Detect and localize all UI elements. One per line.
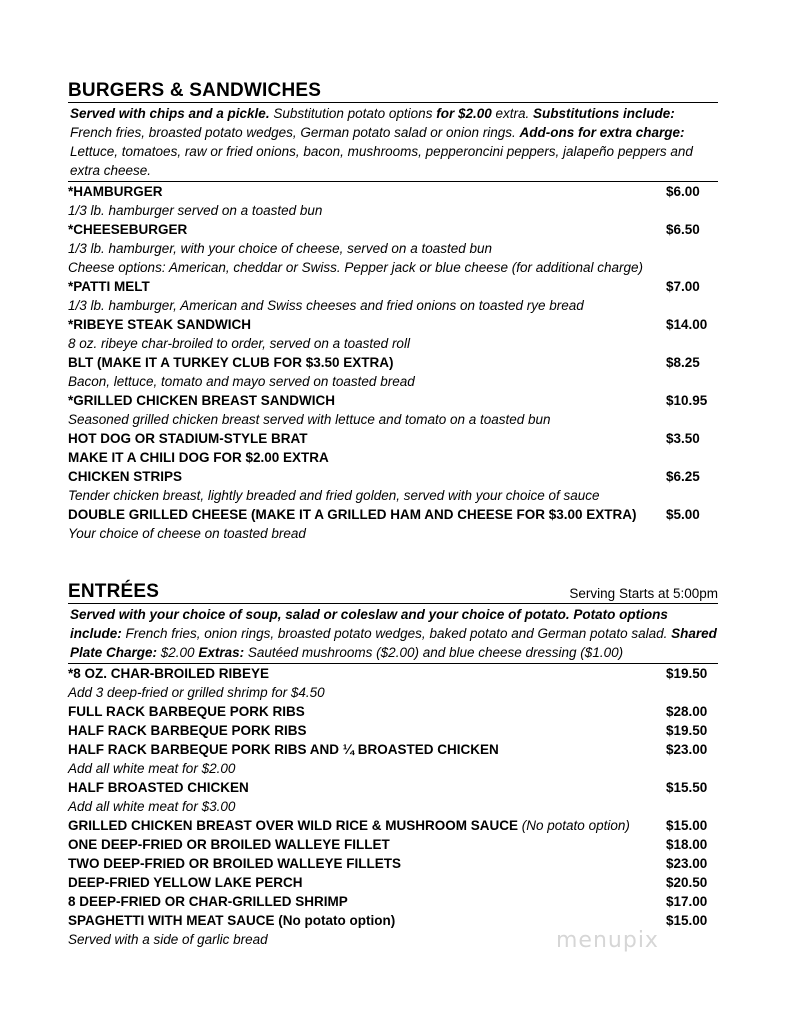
item-name (68, 277, 150, 296)
item-price: $8.25 (666, 355, 700, 370)
menu-item-row (68, 892, 718, 911)
menu-item-row (68, 448, 718, 467)
intro-segment: French fries, onion rings, broasted potato wedges, baked potato and German potato salad. (121, 626, 672, 641)
menu-item-row (68, 740, 718, 759)
item-name (68, 854, 401, 873)
item-price: $14.00 (666, 317, 708, 332)
item-note: (No potato option) (521, 818, 630, 833)
menu-item-row (68, 854, 718, 873)
item-name-text: *CHEESEBURGER (68, 222, 188, 237)
item-name (68, 721, 307, 740)
entrees-serving-note: Serving Starts at 5:00pm (569, 586, 718, 601)
intro-segment: Add-ons for extra charge: (519, 125, 685, 140)
intro-segment: for $2.00 (436, 106, 492, 121)
item-description: 1/3 lb. hamburger, American and Swiss cheeses and fried onions on toasted rye bread (68, 298, 584, 313)
item-name (68, 835, 390, 854)
intro-segment: Served with your choice of soup, salad or coleslaw and your choice of potato. Potato options include: (70, 607, 668, 641)
item-name-text: *8 OZ. CHAR-BROILED RIBEYE (68, 666, 270, 681)
item-price: $3.50 (666, 431, 700, 446)
item-price: $20.50 (666, 875, 708, 890)
item-name (68, 664, 269, 683)
item-price: $15.00 (666, 913, 708, 928)
item-price: $6.25 (666, 469, 700, 484)
item-price: $6.00 (666, 184, 700, 199)
menu-item-row (68, 391, 718, 410)
item-description: 8 oz. ribeye char-broiled to order, served on a toasted roll (68, 336, 410, 351)
menu-item-row (68, 429, 718, 448)
item-name-text: *GRILLED CHICKEN BREAST SANDWICH (68, 393, 336, 408)
entrees-header (68, 573, 718, 603)
item-name-text: HALF BROASTED CHICKEN (68, 780, 249, 795)
item-name (68, 505, 637, 524)
menu-item-row (68, 873, 718, 892)
burgers-title: BURGERS & SANDWICHES (68, 80, 322, 101)
menu-item-row (68, 220, 718, 239)
intro-segment: Lettuce, tomatoes, raw or fried onions, bacon, mushrooms, pepperoncini peppers, jalapeño peppers and extra cheese. (70, 144, 693, 178)
item-price: $23.00 (666, 742, 708, 757)
item-description: Add 3 deep-fried or grilled shrimp for $4.50 (68, 685, 325, 700)
item-name (68, 467, 182, 486)
item-description: Bacon, lettuce, tomato and mayo served on toasted bread (68, 374, 415, 389)
item-description: Tender chicken breast, lightly breaded and fried golden, served with your choice of sauce (68, 488, 600, 503)
menu-item-row (68, 505, 718, 524)
burgers-item-list (68, 182, 718, 543)
item-name (68, 315, 251, 334)
menu-item-row (68, 277, 718, 296)
item-name-text: HALF RACK BARBEQUE PORK RIBS AND ¼ BROASTED CHICKEN (68, 742, 499, 757)
item-name-text: DEEP-FRIED YELLOW LAKE PERCH (68, 875, 303, 890)
item-name (68, 873, 303, 892)
menu-item-row (68, 664, 718, 683)
intro-segment: $2.00 (157, 645, 199, 660)
item-price: $6.50 (666, 222, 700, 237)
item-name-text: CHICKEN STRIPS (68, 469, 183, 484)
item-name (68, 778, 249, 797)
item-name-text: TWO DEEP-FRIED OR BROILED WALLEYE FILLETS (68, 856, 401, 871)
item-price: $10.95 (666, 393, 708, 408)
item-name (68, 892, 348, 911)
intro-segment: Served with chips and a pickle. (70, 106, 270, 121)
item-name (68, 911, 395, 930)
item-name (68, 816, 630, 835)
item-name (68, 182, 163, 201)
entrees-intro (68, 604, 718, 663)
item-price: $7.00 (666, 279, 700, 294)
intro-segment: Shared Plate Charge: (70, 626, 717, 660)
item-name (68, 353, 394, 372)
item-name-text: *HAMBURGER (68, 184, 163, 199)
burgers-header (68, 72, 718, 102)
item-price: $19.50 (666, 723, 708, 738)
item-name (68, 429, 308, 448)
menu-item-row (68, 467, 718, 486)
entrees-item-list (68, 664, 718, 949)
item-name-text: SPAGHETTI WITH MEAT SAUCE (No potato option) (68, 913, 396, 928)
menu-item-row (68, 721, 718, 740)
menu-item-row (68, 816, 718, 835)
item-name (68, 740, 499, 759)
item-name-text: BLT (MAKE IT A TURKEY CLUB FOR $3.50 EXTRA) (68, 355, 394, 370)
item-name-text: HOT DOG OR STADIUM-STYLE BRAT (68, 431, 308, 446)
item-price: $28.00 (666, 704, 708, 719)
item-name-text: DOUBLE GRILLED CHEESE (MAKE IT A GRILLED HAM AND CHEESE FOR $3.00 EXTRA) (68, 507, 637, 522)
burgers-intro (68, 103, 718, 181)
item-price: $17.00 (666, 894, 708, 909)
item-price: $18.00 (666, 837, 708, 852)
item-price: $15.00 (666, 818, 708, 833)
item-price: $5.00 (666, 507, 700, 522)
item-description: Seasoned grilled chicken breast served with lettuce and tomato on a toasted bun (68, 412, 551, 427)
item-description: Cheese options: American, cheddar or Swiss. Pepper jack or blue cheese (for additional charge) (68, 260, 644, 275)
item-name-text: MAKE IT A CHILI DOG FOR $2.00 EXTRA (68, 450, 329, 465)
item-description: Add all white meat for $2.00 (68, 761, 236, 776)
watermark-logo: menupix (556, 928, 659, 953)
entrees-section (68, 573, 718, 949)
intro-segment: Substitutions include: (533, 106, 675, 121)
menu-item-row (68, 315, 718, 334)
intro-segment: Sautéed mushrooms ($2.00) and blue cheese dressing ($1.00) (244, 645, 624, 660)
intro-segment: Substitution potato options (269, 106, 437, 121)
item-name-text: GRILLED CHICKEN BREAST OVER WILD RICE & MUSHROOM SAUCE (68, 818, 519, 833)
item-price: $23.00 (666, 856, 708, 871)
intro-segment: French fries, broasted potato wedges, German potato salad or onion rings. (70, 125, 520, 140)
intro-segment: Extras: (198, 645, 245, 660)
item-name (68, 702, 305, 721)
item-name (68, 391, 335, 410)
menu-page (68, 72, 718, 949)
menu-item-row (68, 702, 718, 721)
item-description: 1/3 lb. hamburger, with your choice of cheese, served on a toasted bun (68, 241, 493, 256)
item-name-text: 8 DEEP-FRIED OR CHAR-GRILLED SHRIMP (68, 894, 348, 909)
menu-item-row (68, 353, 718, 372)
item-name-text: HALF RACK BARBEQUE PORK RIBS (68, 723, 307, 738)
menu-item-row (68, 778, 718, 797)
entrees-title: ENTRÉES (68, 581, 160, 602)
item-description: 1/3 lb. hamburger served on a toasted bun (68, 203, 323, 218)
item-price: $15.50 (666, 780, 708, 795)
intro-segment: extra. (491, 106, 533, 121)
item-name-text: *PATTI MELT (68, 279, 150, 294)
menu-item-row (68, 835, 718, 854)
item-description: Served with a side of garlic bread (68, 932, 268, 947)
item-name (68, 220, 187, 239)
item-price: $19.50 (666, 666, 708, 681)
section-gap (68, 543, 718, 573)
menu-item-row (68, 182, 718, 201)
item-name-text: FULL RACK BARBEQUE PORK RIBS (68, 704, 305, 719)
item-name-text: *RIBEYE STEAK SANDWICH (68, 317, 252, 332)
item-name-text: ONE DEEP-FRIED OR BROILED WALLEYE FILLET (68, 837, 390, 852)
item-name (68, 448, 329, 467)
burgers-section (68, 72, 718, 543)
item-description: Your choice of cheese on toasted bread (68, 526, 306, 541)
item-description: Add all white meat for $3.00 (68, 799, 236, 814)
